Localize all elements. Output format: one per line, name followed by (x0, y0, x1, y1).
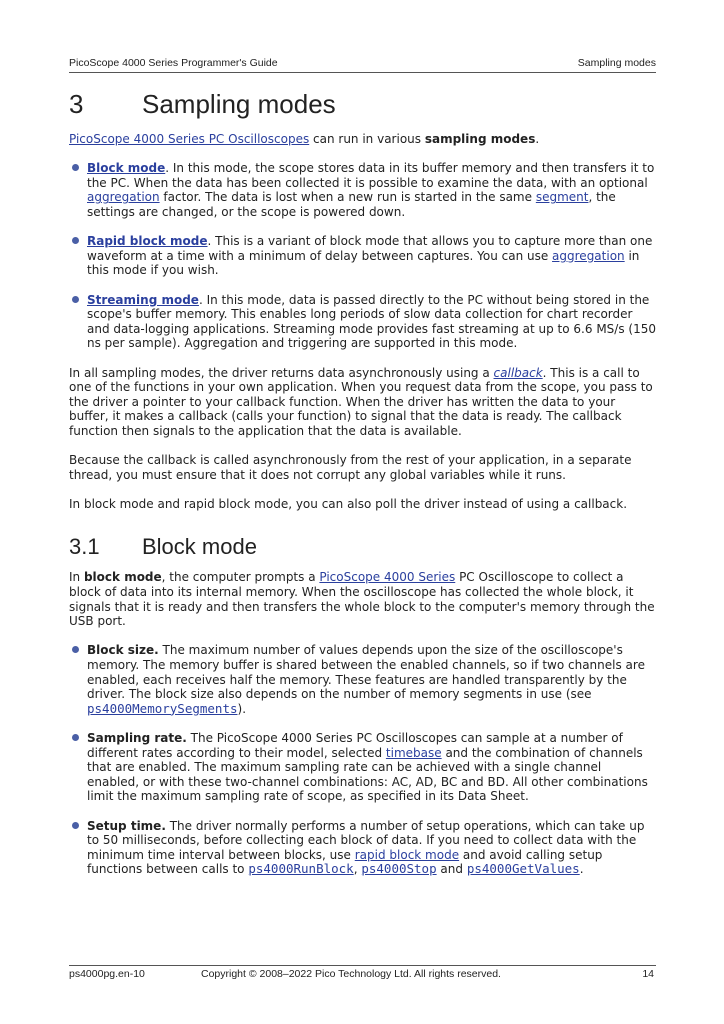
bullet-icon (72, 822, 79, 829)
segment-link[interactable]: segment (535, 190, 589, 205)
footer-doc-id: ps4000pg.en-10 (69, 968, 145, 980)
header-title: PicoScope 4000 Series Programmer's Guide (69, 57, 278, 69)
bullet-icon (72, 734, 79, 741)
page-number: 14 (642, 968, 654, 980)
page-footer (69, 965, 656, 982)
header-section: Sampling modes (577, 57, 656, 69)
streaming-mode-link[interactable]: Streaming mode (87, 292, 199, 307)
bullet-icon (72, 237, 79, 244)
block-mode-intro: In block mode, the computer prompts a PicoScope 4000 Series PC Oscilloscope to collect a block of data into its internal memory. When the oscilloscope has collected the whole block, it signals that it is ready and then transfers the whole block to the computer's memory through the USB port. (69, 570, 655, 629)
callback-link[interactable]: callback (493, 365, 543, 380)
callback-paragraph: In all sampling modes, the driver returns data asynchronously using a callback. This is a call to one of the functions in your own application. When you request data from the scope, you pass to the driver a pointer to your callback function. When the driver has written the data to your buffer, it makes a callback (calls your function) to signal that the data is ready. The callback function then signals to the application that the data is available. (69, 365, 653, 438)
footer-copyright: Copyright © 2008–2022 Pico Technology Ltd. All rights reserved. (201, 968, 501, 980)
bullet-icon (72, 164, 79, 171)
rapid-block-mode-link[interactable]: Rapid block mode (87, 234, 208, 249)
subsection-heading (69, 531, 657, 563)
bullet-icon (72, 296, 79, 303)
bullet-rapid-block-mode: Rapid block mode. This is a variant of block mode that allows you to capture more than one waveform at a time with a minimum of delay between captures. You can use aggregation in this mode if you wish. (69, 234, 657, 278)
bullet-streaming-mode: Streaming mode. In this mode, data is passed directly to the PC without being stored in the scope's buffer memory. This enables long periods of slow data collection for chart recorder and data-logging applications. Streaming mode provides fast streaming at up to 6.6 MS/s (150 ns per sample). Aggregation and triggering are supported in this mode. (69, 293, 657, 351)
run-block-link[interactable]: ps4000RunBlock (248, 861, 354, 877)
block-mode-link[interactable]: Block mode (87, 161, 166, 176)
section-title: Sampling modes (142, 89, 336, 119)
section-intro: PicoScope 4000 Series PC Oscilloscopes can run in various sampling modes. (69, 132, 540, 146)
aggregation-link[interactable]: aggregation (552, 248, 625, 263)
subsection-title: Block mode (142, 534, 257, 560)
aggregation-link[interactable]: aggregation (87, 190, 160, 205)
page-content (69, 86, 657, 877)
get-values-link[interactable]: ps4000GetValues (466, 861, 580, 877)
section-number: 3 (69, 89, 84, 119)
bullet-sampling-rate: Sampling rate. The PicoScope 4000 Series PC Oscilloscopes can sample at a number of different rates according to their model, selected timebase and the combination of channels that are enabled. The maximum sampling rate can be achieved with a single channel enabled, or with these two-channel combinations: AC, AD, BC and BD. All other combinations limit the maximum sampling rate of scope, as specified in its Data Sheet. (69, 731, 657, 804)
picoscope-4000-link[interactable]: PicoScope 4000 Series (319, 570, 456, 585)
memory-segments-link[interactable]: ps4000MemorySegments (87, 700, 238, 716)
stop-link[interactable]: ps4000Stop (361, 861, 437, 877)
async-paragraph: Because the callback is called asynchronously from the rest of your application, in a separate thread, you must ensure that it does not corrupt any global variables while it runs. (69, 453, 632, 482)
bullet-block-size: Block size. The maximum number of values depends upon the size of the oscilloscope's memory. The memory buffer is shared between the enabled channels, so if two channels are enabled, each receives half the memory. These features are handled transparently by the driver. The block size also depends on the number of memory segments in use (see ps4000MemorySegments). (69, 643, 657, 716)
section-heading (69, 86, 657, 122)
subsection-number: 3.1 (69, 534, 100, 560)
bullet-block-mode: Block mode. In this mode, the scope stores data in its buffer memory and then transfers it to the PC. When the data has been collected it is possible to examine the data, with an optional aggregation factor. The data is lost when a new run is started in the same segment, the settings are changed, or the scope is powered down. (69, 161, 657, 219)
bullet-setup-time: Setup time. The driver normally performs a number of setup operations, which can take up to 50 milliseconds, before collecting each block of data. If you need to collect data with the minimum time interval between blocks, use rapid block mode and avoid calling setup functions between calls to ps4000RunBlock, ps4000Stop and ps4000GetValues. (69, 819, 657, 877)
oscilloscopes-link[interactable]: PicoScope 4000 Series PC Oscilloscopes (69, 132, 310, 146)
rapid-block-mode-link[interactable]: rapid block mode (354, 847, 460, 862)
poll-paragraph: In block mode and rapid block mode, you can also poll the driver instead of using a callback. (69, 496, 628, 511)
bullet-icon (72, 646, 79, 653)
timebase-link[interactable]: timebase (385, 745, 442, 760)
page-header (69, 56, 656, 73)
